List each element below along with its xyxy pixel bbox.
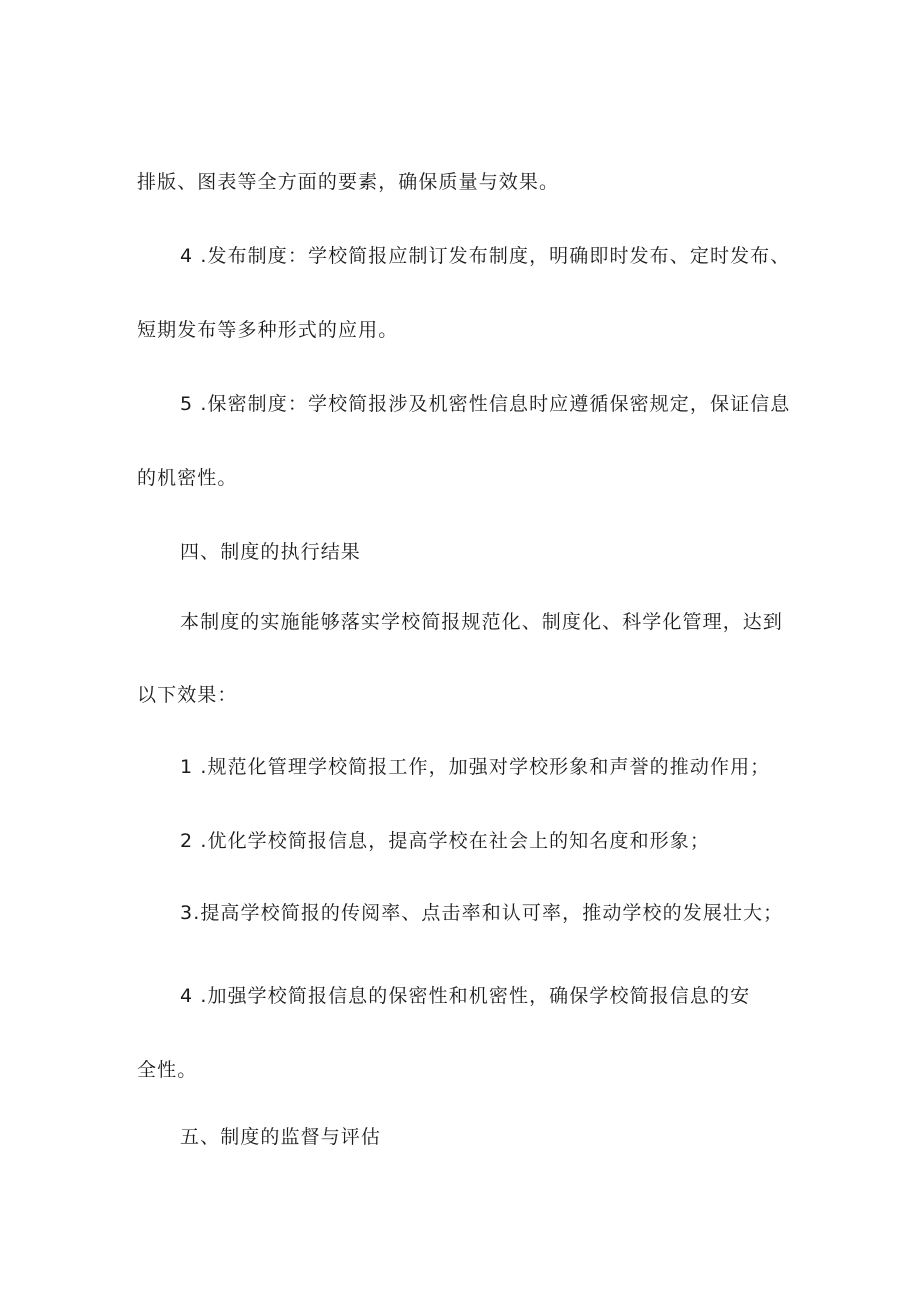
list-item-release-policy: 4 .发布制度：学校简报应制订发布制度，明确即时发布、定时发布、 <box>180 245 791 267</box>
list-item-confidentiality-policy: 5 .保密制度：学校简报涉及机密性信息时应遵循保密规定，保证信息 <box>180 393 791 415</box>
paragraph-line: 本制度的实施能够落实学校简报规范化、制度化、科学化管理，达到 <box>180 611 784 633</box>
paragraph-line: 短期发布等多种形式的应用。 <box>137 319 399 341</box>
paragraph-line: 排版、图表等全方面的要素，确保质量与效果。 <box>137 171 560 193</box>
list-item: 1 .规范化管理学校简报工作，加强对学校形象和声誉的推动作用； <box>180 756 771 778</box>
section-heading: 四、制度的执行结果 <box>180 541 361 563</box>
paragraph-line: 以下效果： <box>137 684 238 706</box>
list-item: 2 .优化学校简报信息，提高学校在社会上的知名度和形象； <box>180 830 710 852</box>
list-item: 3.提高学校简报的传阅率、点击率和认可率，推动学校的发展壮大； <box>180 902 784 924</box>
paragraph-line: 全性。 <box>137 1059 198 1081</box>
paragraph-line: 的机密性。 <box>137 467 238 489</box>
section-heading: 五、制度的监督与评估 <box>180 1126 382 1148</box>
list-item: 4 .加强学校简报信息的保密性和机密性，确保学校简报信息的安 <box>180 985 751 1007</box>
